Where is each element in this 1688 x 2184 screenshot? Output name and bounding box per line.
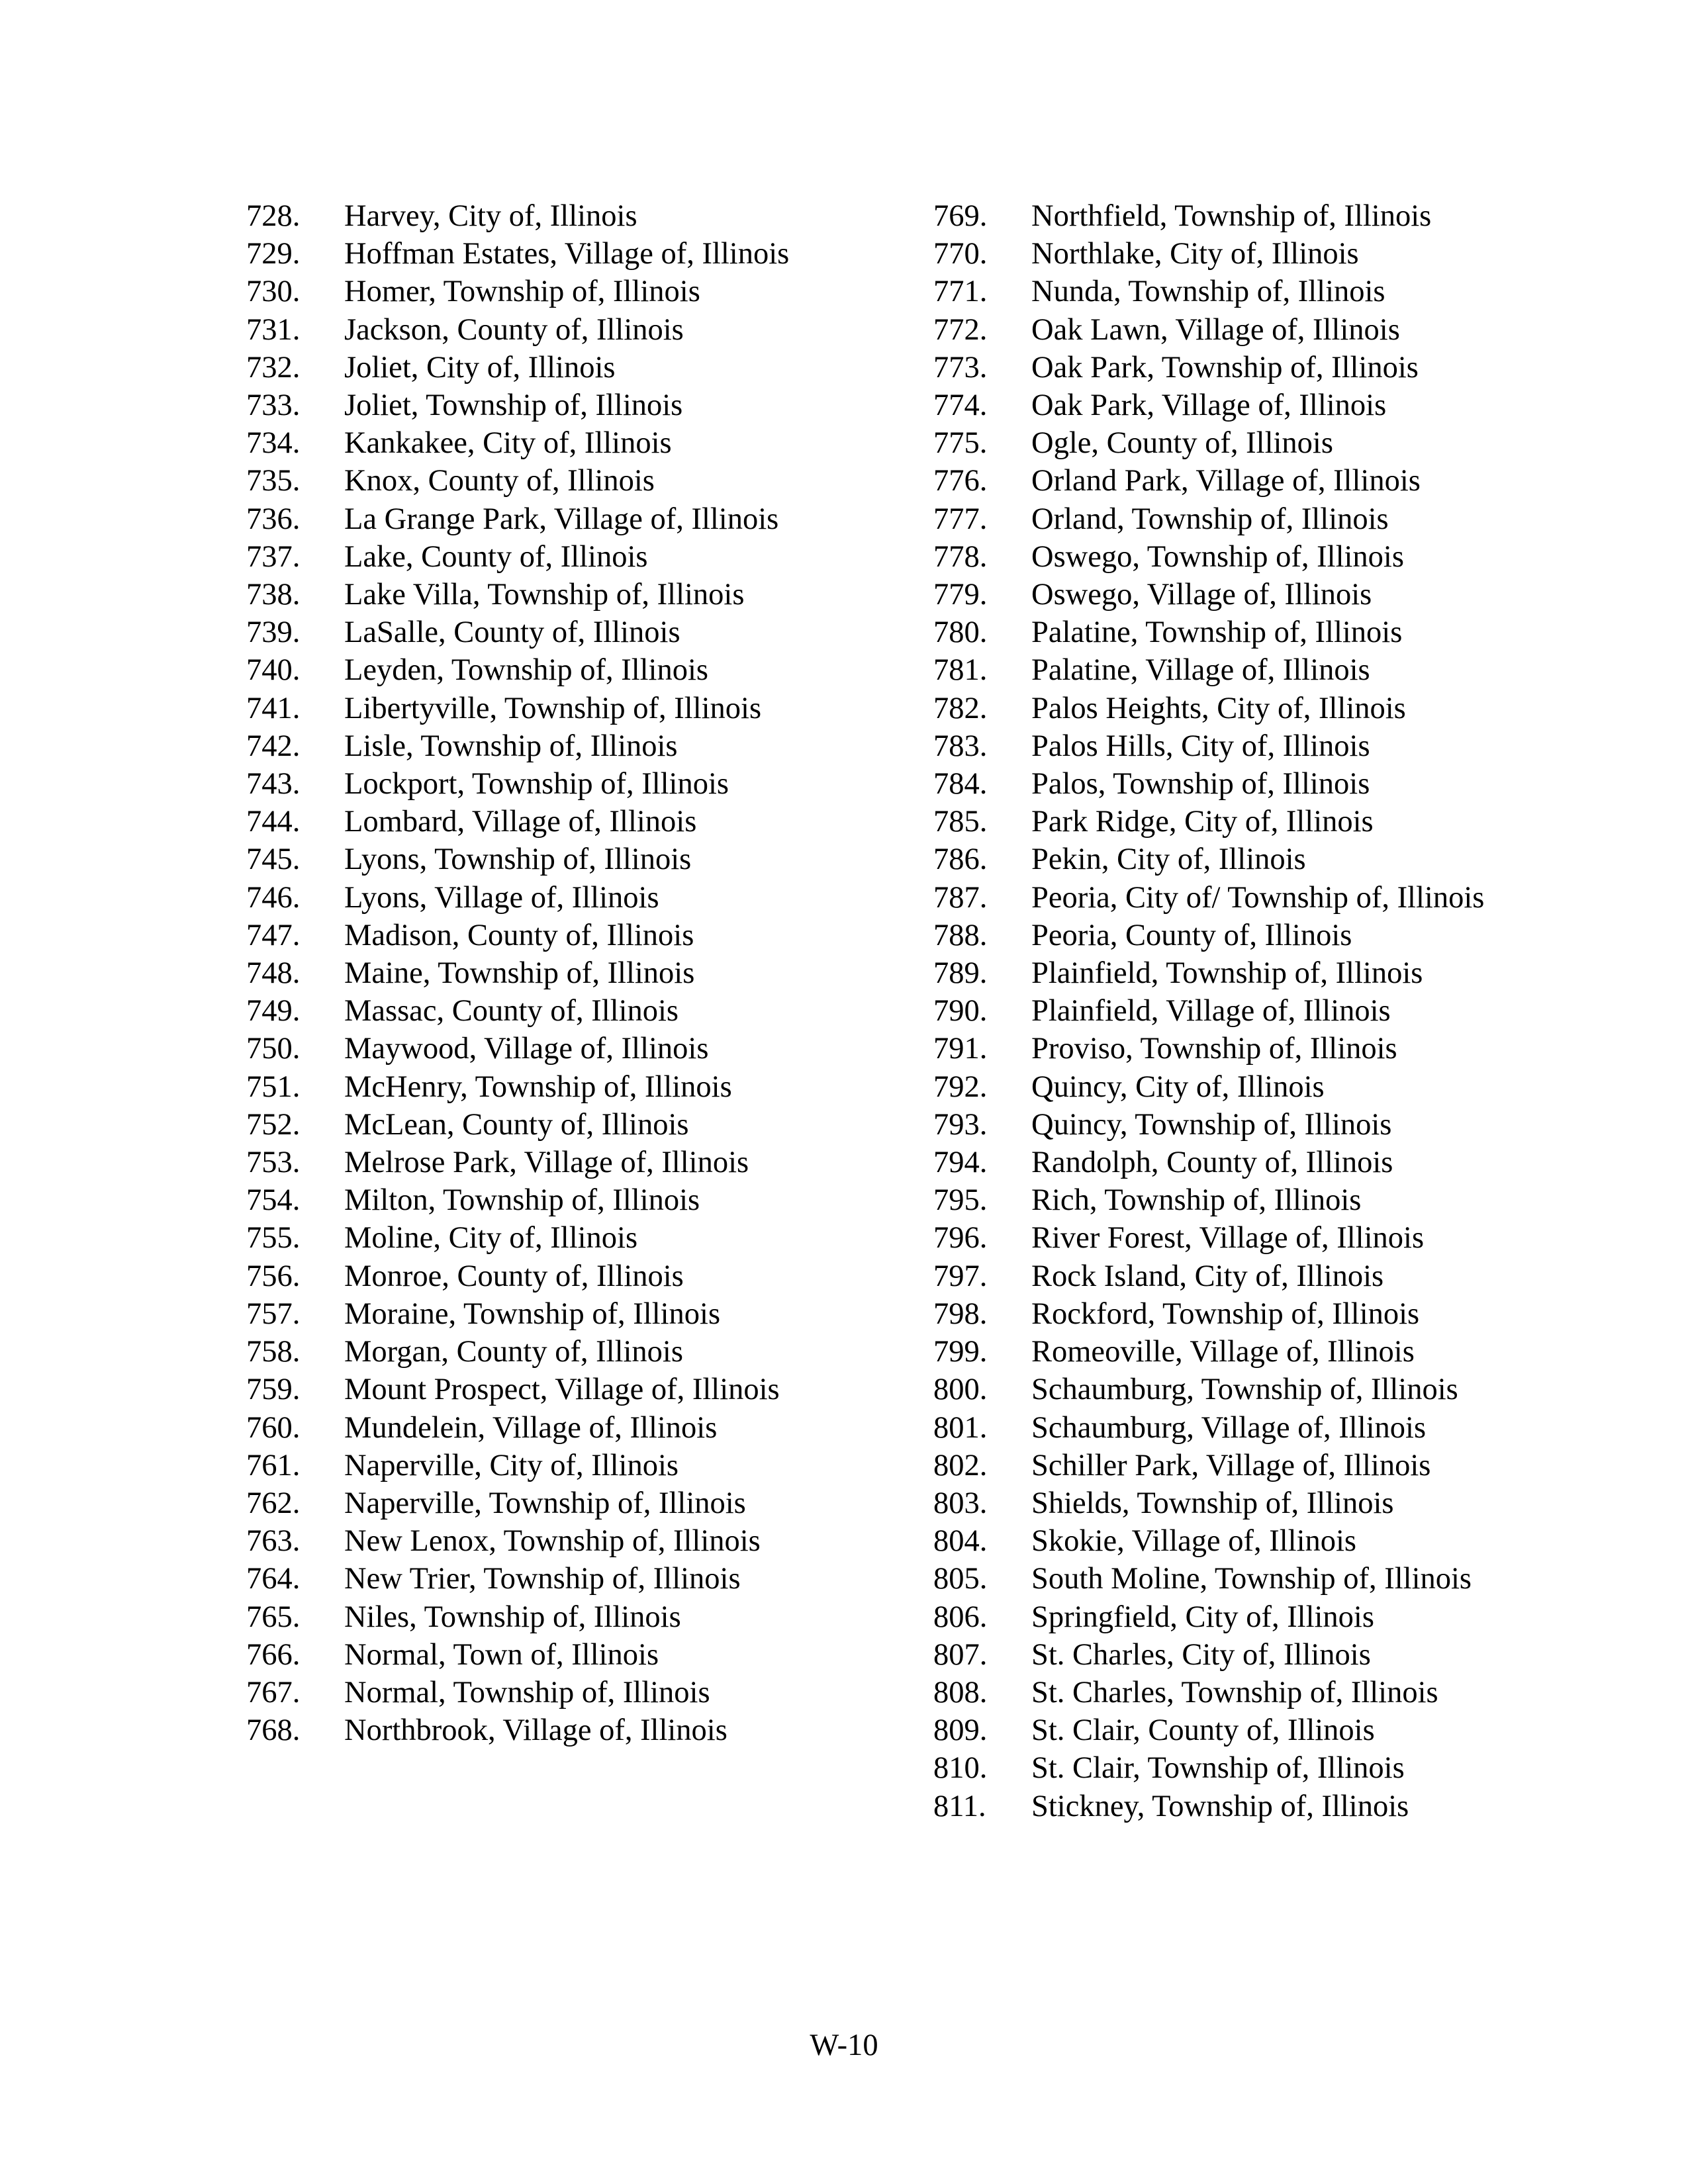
list-item	[246, 576, 908, 614]
item-name: Hoffman Estates, Village of, Illinois	[344, 237, 790, 271]
item-number: 764.	[246, 1562, 301, 1596]
list-item	[933, 1598, 1595, 1636]
list-item	[933, 1636, 1595, 1674]
item-number: 777.	[933, 502, 988, 536]
item-name: Rock Island, City of, Illinois	[1031, 1259, 1384, 1293]
item-name: Palos Heights, City of, Illinois	[1031, 691, 1406, 725]
list-item	[246, 1522, 908, 1560]
item-number: 762.	[246, 1486, 301, 1520]
item-name: New Trier, Township of, Illinois	[344, 1562, 741, 1596]
item-number: 768.	[246, 1713, 301, 1748]
item-number: 779.	[933, 578, 988, 612]
list-item	[246, 879, 908, 917]
item-number: 750.	[246, 1032, 301, 1066]
item-number: 730.	[246, 275, 301, 309]
item-number: 807.	[933, 1637, 988, 1672]
item-name: Quincy, City of, Illinois	[1031, 1069, 1325, 1104]
list-item	[246, 1219, 908, 1257]
list-item	[246, 1106, 908, 1144]
item-name: Peoria, City of/ Township of, Illinois	[1031, 880, 1485, 915]
list-item	[933, 424, 1595, 462]
item-number: 740.	[246, 653, 301, 688]
item-name: Joliet, City of, Illinois	[344, 350, 616, 385]
list-item	[246, 1560, 908, 1598]
item-number: 744.	[246, 805, 301, 839]
page-number: W-10	[810, 2028, 878, 2062]
item-name: Normal, Township of, Illinois	[344, 1675, 710, 1709]
item-number: 753.	[246, 1146, 301, 1180]
item-name: Knox, County of, Illinois	[344, 464, 655, 498]
item-number: 748.	[246, 956, 301, 991]
list-item	[246, 311, 908, 349]
item-name: Moline, City of, Illinois	[344, 1221, 638, 1255]
list-item	[246, 1711, 908, 1749]
item-number: 743.	[246, 767, 301, 801]
item-number: 796.	[933, 1221, 988, 1255]
item-name: Orland Park, Village of, Illinois	[1031, 464, 1421, 498]
item-name: Mount Prospect, Village of, Illinois	[344, 1373, 780, 1407]
item-number: 794.	[933, 1146, 988, 1180]
item-number: 797.	[933, 1259, 988, 1293]
item-name: Naperville, Township of, Illinois	[344, 1486, 746, 1520]
item-name: Lyons, Village of, Illinois	[344, 880, 659, 915]
list-item	[933, 197, 1595, 235]
item-number: 763.	[246, 1524, 301, 1559]
list-item	[933, 1144, 1595, 1181]
item-number: 803.	[933, 1486, 988, 1520]
item-number: 801.	[933, 1410, 988, 1445]
item-number: 734.	[246, 426, 301, 461]
item-number: 755.	[246, 1221, 301, 1255]
list-item	[933, 1030, 1595, 1068]
item-number: 789.	[933, 956, 988, 991]
item-number: 729.	[246, 237, 301, 271]
item-name: St. Charles, City of, Illinois	[1031, 1637, 1371, 1672]
item-name: Joliet, Township of, Illinois	[344, 388, 683, 423]
list-item	[933, 1674, 1595, 1711]
item-name: Skokie, Village of, Illinois	[1031, 1524, 1357, 1559]
item-name: Massac, County of, Illinois	[344, 994, 679, 1028]
list-item	[933, 992, 1595, 1030]
list-item	[933, 1295, 1595, 1333]
item-number: 786.	[933, 842, 988, 877]
item-number: 773.	[933, 350, 988, 385]
item-name: St. Clair, County of, Illinois	[1031, 1713, 1375, 1748]
item-name: Palatine, Village of, Illinois	[1031, 653, 1370, 688]
item-number: 738.	[246, 578, 301, 612]
list-item	[246, 1636, 908, 1674]
list-item	[933, 1749, 1595, 1787]
list-item	[933, 765, 1595, 803]
list-item	[246, 1674, 908, 1711]
item-number: 784.	[933, 767, 988, 801]
item-number: 781.	[933, 653, 988, 688]
list-item	[246, 538, 908, 576]
list-item	[246, 387, 908, 424]
item-number: 772.	[933, 312, 988, 347]
item-number: 799.	[933, 1335, 988, 1369]
item-name: Northfield, Township of, Illinois	[1031, 199, 1432, 233]
list-item	[246, 614, 908, 651]
list-item	[246, 1295, 908, 1333]
list-item	[246, 917, 908, 954]
item-number: 736.	[246, 502, 301, 536]
list-item	[933, 1447, 1595, 1484]
item-number: 804.	[933, 1524, 988, 1559]
item-number: 775.	[933, 426, 988, 461]
list-item	[246, 765, 908, 803]
list-item	[933, 651, 1595, 689]
list-item	[246, 1068, 908, 1106]
item-name: Nunda, Township of, Illinois	[1031, 275, 1385, 309]
list-item	[246, 1409, 908, 1447]
item-number: 765.	[246, 1600, 301, 1634]
list-item	[246, 803, 908, 841]
item-number: 787.	[933, 880, 988, 915]
item-number: 752.	[246, 1107, 301, 1142]
item-name: Ogle, County of, Illinois	[1031, 426, 1333, 461]
item-number: 747.	[246, 918, 301, 952]
list-item	[246, 1447, 908, 1484]
item-name: Randolph, County of, Illinois	[1031, 1146, 1393, 1180]
item-name: Monroe, County of, Illinois	[344, 1259, 684, 1293]
item-name: Lake, County of, Illinois	[344, 539, 648, 574]
item-number: 810.	[933, 1751, 988, 1786]
list-item	[246, 841, 908, 878]
item-number: 791.	[933, 1032, 988, 1066]
item-name: Proviso, Township of, Illinois	[1031, 1032, 1397, 1066]
list-item	[246, 651, 908, 689]
item-name: Lisle, Township of, Illinois	[344, 729, 678, 763]
item-number: 735.	[246, 464, 301, 498]
list-item	[933, 1371, 1595, 1408]
item-number: 769.	[933, 199, 988, 233]
list-item	[246, 500, 908, 538]
item-number: 733.	[246, 388, 301, 423]
item-number: 761.	[246, 1448, 301, 1482]
item-number: 731.	[246, 312, 301, 347]
item-name: Shields, Township of, Illinois	[1031, 1486, 1394, 1520]
item-number: 756.	[246, 1259, 301, 1293]
list-item	[246, 273, 908, 310]
list-item	[933, 879, 1595, 917]
list-item	[246, 992, 908, 1030]
item-name: Oswego, Village of, Illinois	[1031, 578, 1372, 612]
list-item	[933, 1257, 1595, 1295]
item-name: Stickney, Township of, Illinois	[1031, 1789, 1409, 1823]
item-name: Madison, County of, Illinois	[344, 918, 694, 952]
item-number: 780.	[933, 615, 988, 650]
list-item	[933, 954, 1595, 992]
list-item	[933, 538, 1595, 576]
list-item	[933, 1711, 1595, 1749]
item-name: Melrose Park, Village of, Illinois	[344, 1146, 749, 1180]
list-item	[933, 235, 1595, 273]
list-item	[246, 235, 908, 273]
list-item	[933, 349, 1595, 387]
item-number: 809.	[933, 1713, 988, 1748]
item-name: La Grange Park, Village of, Illinois	[344, 502, 779, 536]
list-item	[933, 311, 1595, 349]
item-name: Maywood, Village of, Illinois	[344, 1032, 709, 1066]
item-number: 776.	[933, 464, 988, 498]
item-number: 778.	[933, 539, 988, 574]
item-number: 751.	[246, 1069, 301, 1104]
item-name: South Moline, Township of, Illinois	[1031, 1562, 1472, 1596]
item-name: Oak Park, Village of, Illinois	[1031, 388, 1387, 423]
item-number: 739.	[246, 615, 301, 650]
item-name: Plainfield, Township of, Illinois	[1031, 956, 1423, 991]
item-number: 745.	[246, 842, 301, 877]
item-number: 754.	[246, 1183, 301, 1218]
item-name: New Lenox, Township of, Illinois	[344, 1524, 761, 1559]
list-item	[933, 1522, 1595, 1560]
list-item	[933, 917, 1595, 954]
item-number: 732.	[246, 350, 301, 385]
item-number: 792.	[933, 1069, 988, 1104]
item-name: Oak Lawn, Village of, Illinois	[1031, 312, 1400, 347]
item-number: 782.	[933, 691, 988, 725]
item-number: 746.	[246, 880, 301, 915]
item-name: Lockport, Township of, Illinois	[344, 767, 729, 801]
item-name: Plainfield, Village of, Illinois	[1031, 994, 1391, 1028]
item-name: Schiller Park, Village of, Illinois	[1031, 1448, 1431, 1482]
item-name: Jackson, County of, Illinois	[344, 312, 684, 347]
item-number: 737.	[246, 539, 301, 574]
item-number: 728.	[246, 199, 301, 233]
item-name: Schaumburg, Township of, Illinois	[1031, 1373, 1458, 1407]
list-item	[246, 1181, 908, 1219]
item-name: St. Charles, Township of, Illinois	[1031, 1675, 1438, 1709]
item-name: Kankakee, City of, Illinois	[344, 426, 672, 461]
item-number: 770.	[933, 237, 988, 271]
item-name: McHenry, Township of, Illinois	[344, 1069, 732, 1104]
item-number: 790.	[933, 994, 988, 1028]
item-name: LaSalle, County of, Illinois	[344, 615, 680, 650]
item-name: Normal, Town of, Illinois	[344, 1637, 659, 1672]
list-item	[933, 614, 1595, 651]
list-item	[933, 273, 1595, 310]
list-item	[933, 1106, 1595, 1144]
item-name: Palos Hills, City of, Illinois	[1031, 729, 1370, 763]
list-item	[933, 1788, 1595, 1825]
item-number: 805.	[933, 1562, 988, 1596]
item-name: Lyons, Township of, Illinois	[344, 842, 692, 877]
list-item	[246, 690, 908, 727]
list-item	[246, 1333, 908, 1371]
list-item	[933, 1484, 1595, 1522]
item-name: Palatine, Township of, Illinois	[1031, 615, 1403, 650]
item-name: Lake Villa, Township of, Illinois	[344, 578, 745, 612]
item-name: Rich, Township of, Illinois	[1031, 1183, 1362, 1218]
item-number: 742.	[246, 729, 301, 763]
item-name: Oswego, Township of, Illinois	[1031, 539, 1404, 574]
list-item	[933, 1219, 1595, 1257]
list-item	[933, 500, 1595, 538]
item-number: 795.	[933, 1183, 988, 1218]
list-item	[246, 462, 908, 500]
left-column-list	[246, 197, 908, 1749]
item-name: Peoria, County of, Illinois	[1031, 918, 1352, 952]
list-item	[246, 1371, 908, 1408]
item-name: River Forest, Village of, Illinois	[1031, 1221, 1425, 1255]
item-name: Springfield, City of, Illinois	[1031, 1600, 1374, 1634]
item-name: Schaumburg, Village of, Illinois	[1031, 1410, 1427, 1445]
item-name: Northbrook, Village of, Illinois	[344, 1713, 727, 1748]
item-number: 758.	[246, 1335, 301, 1369]
item-number: 774.	[933, 388, 988, 423]
list-item	[933, 1333, 1595, 1371]
item-name: Rockford, Township of, Illinois	[1031, 1297, 1420, 1331]
item-name: Northlake, City of, Illinois	[1031, 237, 1359, 271]
item-number: 741.	[246, 691, 301, 725]
list-item	[933, 727, 1595, 765]
item-number: 798.	[933, 1297, 988, 1331]
item-name: Mundelein, Village of, Illinois	[344, 1410, 718, 1445]
list-item	[933, 1068, 1595, 1106]
item-number: 788.	[933, 918, 988, 952]
item-number: 766.	[246, 1637, 301, 1672]
item-number: 760.	[246, 1410, 301, 1445]
list-item	[246, 727, 908, 765]
item-number: 800.	[933, 1373, 988, 1407]
item-name: Lombard, Village of, Illinois	[344, 805, 697, 839]
list-item	[246, 1484, 908, 1522]
item-name: St. Clair, Township of, Illinois	[1031, 1751, 1405, 1786]
item-name: Quincy, Township of, Illinois	[1031, 1107, 1392, 1142]
list-item	[933, 576, 1595, 614]
item-name: Oak Park, Township of, Illinois	[1031, 350, 1419, 385]
item-name: Milton, Township of, Illinois	[344, 1183, 700, 1218]
list-item	[933, 387, 1595, 424]
right-column-list	[933, 197, 1595, 1825]
list-item	[933, 1409, 1595, 1447]
item-number: 771.	[933, 275, 988, 309]
item-name: Orland, Township of, Illinois	[1031, 502, 1389, 536]
list-item	[246, 1030, 908, 1068]
list-item	[246, 197, 908, 235]
item-number: 749.	[246, 994, 301, 1028]
item-name: Romeoville, Village of, Illinois	[1031, 1335, 1415, 1369]
list-item	[246, 1598, 908, 1636]
item-number: 757.	[246, 1297, 301, 1331]
list-item	[246, 954, 908, 992]
list-item	[246, 349, 908, 387]
item-name: Pekin, City of, Illinois	[1031, 842, 1306, 877]
list-item	[246, 424, 908, 462]
item-number: 802.	[933, 1448, 988, 1482]
list-item	[933, 1560, 1595, 1598]
list-item	[933, 462, 1595, 500]
item-name: Leyden, Township of, Illinois	[344, 653, 708, 688]
item-number: 808.	[933, 1675, 988, 1709]
item-number: 785.	[933, 805, 988, 839]
item-name: Homer, Township of, Illinois	[344, 275, 700, 309]
item-name: Harvey, City of, Illinois	[344, 199, 637, 233]
item-name: Moraine, Township of, Illinois	[344, 1297, 721, 1331]
item-number: 806.	[933, 1600, 988, 1634]
item-name: Libertyville, Township of, Illinois	[344, 691, 762, 725]
item-number: 759.	[246, 1373, 301, 1407]
list-item	[246, 1257, 908, 1295]
list-item	[246, 1144, 908, 1181]
list-item	[933, 803, 1595, 841]
item-number: 811.	[933, 1789, 986, 1823]
item-number: 767.	[246, 1675, 301, 1709]
item-number: 783.	[933, 729, 988, 763]
item-name: Naperville, City of, Illinois	[344, 1448, 679, 1482]
item-name: Maine, Township of, Illinois	[344, 956, 695, 991]
list-item	[933, 841, 1595, 878]
item-name: Morgan, County of, Illinois	[344, 1335, 683, 1369]
item-name: McLean, County of, Illinois	[344, 1107, 689, 1142]
list-item	[933, 690, 1595, 727]
item-number: 793.	[933, 1107, 988, 1142]
item-name: Niles, Township of, Illinois	[344, 1600, 681, 1634]
item-name: Palos, Township of, Illinois	[1031, 767, 1370, 801]
item-name: Park Ridge, City of, Illinois	[1031, 805, 1374, 839]
list-item	[933, 1181, 1595, 1219]
